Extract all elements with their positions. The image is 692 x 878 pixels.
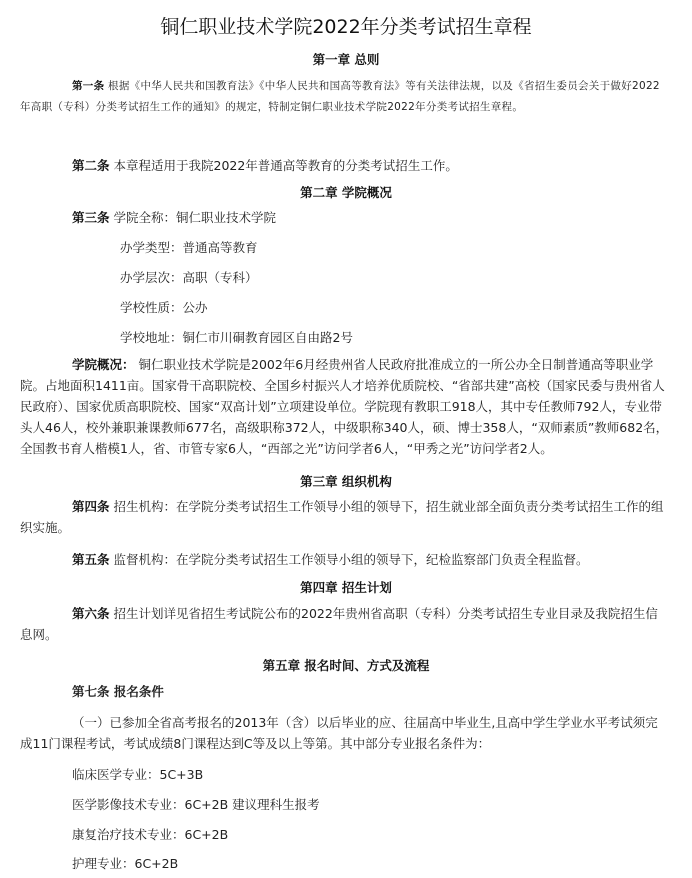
major-requirement-1: 临床医学专业：5C+3B (72, 767, 204, 782)
major-requirement-3: 康复治疗技术专业：6C+2B (72, 827, 229, 842)
article-3 (72, 208, 276, 228)
chapter-2-heading: 第二章 学院概况 (300, 185, 392, 200)
document-title: 铜仁职业技术学院2022年分类考试招生章程 (160, 16, 532, 38)
eligibility-1: （一）已参加全省高考报名的2013年（含）以后毕业的应、往届高中毕业生,且高中学生学业水平考试须完成11门课程考试，考试成绩8门课程达到C等及以上等第。其中部分专业报名条件为： (20, 715, 658, 751)
school-overview (20, 354, 670, 459)
article-5-text: 监督机构：在学院分类考试招生工作领导小组的领导下，纪检监察部门负责全程监督。 (113, 552, 589, 567)
article-4-text: 招生机构：在学院分类考试招生工作领导小组的领导下，招生就业部全面负责分类考试招生工作的组织实施。 (20, 499, 664, 535)
article-4-label: 第四条 (72, 499, 110, 514)
school-level: 办学层次：高职（专科） (120, 270, 258, 285)
school-overview-text: 铜仁职业技术学院是2002年6月经贵州省人民政府批准成立的一所公办全日制普通高等职业学院。占地面积1411亩。国家骨干高职院校、全国乡村振兴人才培养优质院校、“省部共建”高校（国家民委与贵州省人民政府）、国家优质高职院校、国家“双高计划”立项建设单位。学院现有教职工918人，其中专任教师792人，专业带头人46人，校外兼职兼课教师677名，高级职称372人，中级职称340人，硕、博士358人，“双师素质”教师682名，全国教书育人楷模1人，省、市管专家6人，“西部之光”访问学者6人，“甲秀之光”访问学者2人。 (20, 357, 669, 456)
school-address: 学校地址：铜仁市川硐教育园区自由路2号 (120, 330, 353, 345)
article-5 (20, 549, 670, 570)
article-6 (20, 603, 670, 645)
article-4 (20, 496, 670, 538)
major-requirement-4: 护理专业：6C+2B (72, 856, 179, 871)
article-6-label: 第六条 (72, 606, 110, 621)
article-2-text: 本章程适用于我院2022年普通高等教育的分类考试招生工作。 (113, 158, 458, 173)
article-1-text: 根据《中华人民共和国教育法》《中华人民共和国高等教育法》等有关法律法规，以及《省招生委员会关于做好2022年高职（专科）分类考试招生工作的通知》的规定，特制定铜仁职业技术学院2022年分类考试招生章程。 (20, 80, 660, 113)
article-3-text: 学院全称：铜仁职业技术学院 (113, 210, 277, 225)
article-3-label: 第三条 (72, 210, 110, 225)
article-6-text: 招生计划详见省招生考试院公布的2022年贵州省高职（专科）分类考试招生专业目录及我院招生信息网。 (20, 606, 658, 642)
article-2-label: 第二条 (72, 158, 110, 173)
school-type: 办学类型：普通高等教育 (120, 240, 258, 255)
chapter-3-heading: 第三章 组织机构 (300, 474, 392, 489)
major-requirement-2: 医学影像技术专业：6C+2B 建议理科生报考 (72, 797, 320, 812)
article-5-label: 第五条 (72, 552, 110, 567)
article-1-label: 第一条 (72, 80, 105, 92)
article-7-heading: 第七条 报名条件 (72, 684, 164, 699)
chapter-5-heading: 第五章 报名时间、方式及流程 (262, 658, 430, 673)
article-1 (20, 76, 670, 118)
article-2 (20, 155, 670, 176)
school-overview-label: 学院概况： (72, 357, 135, 372)
chapter-4-heading: 第四章 招生计划 (300, 580, 392, 595)
school-nature: 学校性质：公办 (120, 300, 208, 315)
chapter-1-heading: 第一章 总则 (312, 52, 380, 67)
